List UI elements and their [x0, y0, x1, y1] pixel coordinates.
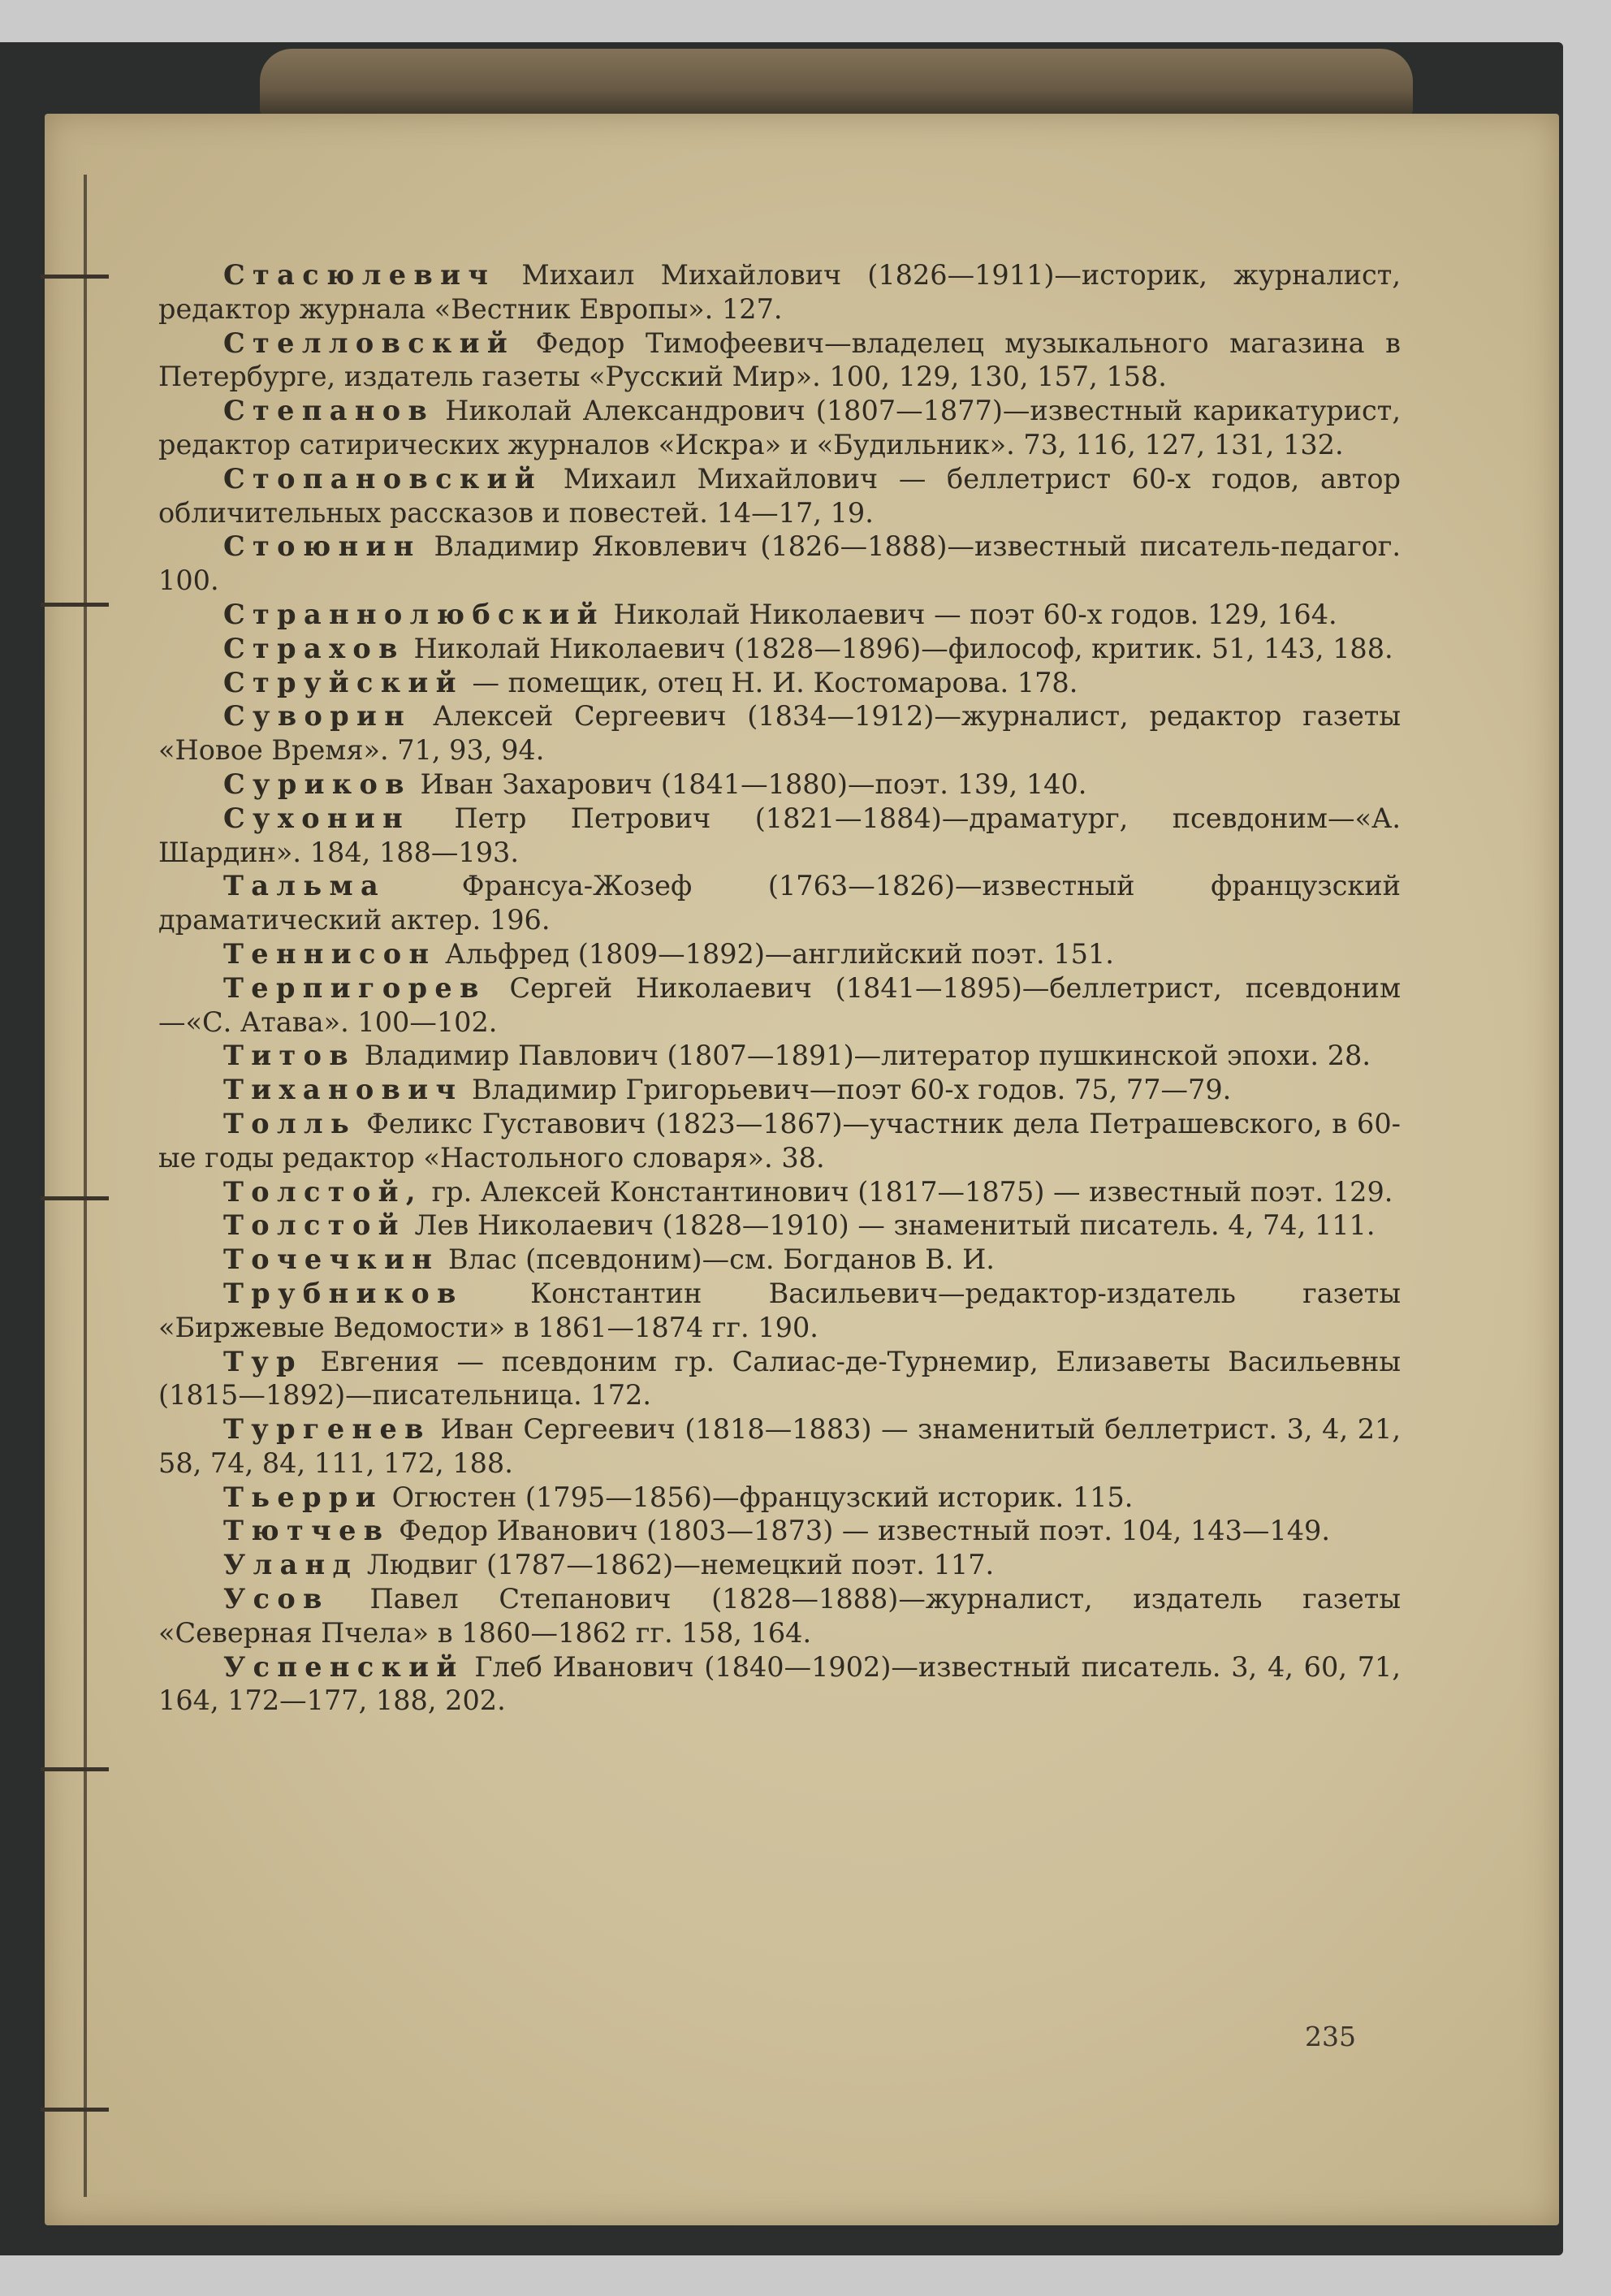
entry-description: Влас (псевдоним)—см. Богданов В. И.: [439, 1243, 995, 1276]
entry-description: Франсуа-Жозеф (1763—1826)—известный французский драматический актер. 196.: [158, 870, 1401, 936]
entry-description: Альфред (1809—1892)—английский поэт. 151.: [436, 937, 1114, 970]
entry-description: Константин Васильевич—редактор-издатель газеты «Биржевые Ведомости» в 1861—1874 гг. 190.: [158, 1277, 1401, 1343]
entry-surname: Тютчев: [223, 1515, 391, 1547]
entry-surname: Тальма: [223, 870, 387, 902]
entry-surname: Титов: [223, 1040, 356, 1072]
entry-surname: Трубников: [223, 1277, 464, 1309]
entry-surname: Точечкин: [223, 1243, 440, 1276]
index-entry: [158, 394, 1401, 462]
binding-stitch: [41, 2108, 109, 2112]
index-entry: [158, 632, 1401, 666]
entry-description: Николай Николаевич (1828—1896)—философ, критик. 51, 143, 188.: [404, 632, 1393, 664]
entry-surname: Тьерри: [223, 1481, 383, 1513]
entry-description: Владимир Яковлевич (1826—1888)—известный писатель-педагог. 100.: [158, 530, 1401, 597]
entry-surname: Толль: [223, 1107, 357, 1139]
index-entry: [158, 971, 1401, 1040]
index-entry: [158, 802, 1401, 870]
entry-description: Петр Петрович (1821—1884)—драматург, псевдоним—«А. Шардин». 184, 188—193.: [158, 802, 1401, 868]
index-entry: [158, 1107, 1401, 1175]
index-entry: [158, 767, 1401, 802]
entry-surname: Успенский: [223, 1650, 464, 1683]
index-entry: [158, 258, 1401, 326]
entry-surname: Теннисон: [223, 937, 437, 970]
index-entry: [158, 1277, 1401, 1345]
index-entry: [158, 462, 1401, 530]
index-entry: [158, 1481, 1401, 1515]
entry-description: Михаил Михайлович (1826—1911)—историк, журналист, редактор журнала «Вестник Европы». 127.: [158, 259, 1401, 325]
entry-description: Николай Николаевич — поэт 60-х годов. 129, 164.: [604, 598, 1337, 630]
entry-description: Иван Сергеевич (1818—1883) — знаменитый беллетрист. 3, 4, 21, 58, 74, 84, 111, 172, 188.: [158, 1413, 1401, 1479]
index-entries: [158, 258, 1401, 1718]
index-entry: [158, 1514, 1401, 1548]
entry-description: Евгения — псевдоним гр. Салиас-де-Турнемир, Елизаветы Васильевны (1815—1892)—писательница. 172.: [158, 1345, 1401, 1412]
entry-surname: Терпигорев: [223, 971, 486, 1004]
index-entry: [158, 699, 1401, 767]
index-entry: [158, 1073, 1401, 1107]
entry-surname: Тур: [223, 1345, 303, 1377]
entry-description: Владимир Павлович (1807—1891)—литератор пушкинской эпохи. 28.: [356, 1040, 1371, 1072]
entry-description: Иван Захарович (1841—1880)—поэт. 139, 140.: [411, 767, 1087, 800]
book-spine-top: [260, 49, 1413, 118]
entry-description: Николай Александрович (1807—1877)—известный карикатурист, редактор сатирических журналов «Искра» и «Будильник». 73, 116, 127, 131, 132.: [158, 395, 1401, 460]
index-entry: [158, 1548, 1401, 1582]
binding-stitch: [41, 275, 109, 279]
index-entry: [158, 1650, 1401, 1719]
entry-surname: Струйский: [223, 666, 464, 698]
entry-surname: Тургенев: [223, 1413, 431, 1446]
index-entry: [158, 1039, 1401, 1073]
index-entry: [158, 598, 1401, 632]
entry-description: Людвиг (1787—1862)—немецкий поэт. 117.: [358, 1549, 995, 1581]
binding-stitch-line: [84, 175, 87, 2197]
index-entry: [158, 1243, 1401, 1277]
entry-surname: Сухонин: [223, 802, 410, 834]
index-entry: [158, 1175, 1401, 1209]
binding-stitch: [41, 603, 109, 607]
page-number: 235: [1305, 2021, 1356, 2052]
entry-description: Лев Николаевич (1828—1910) — знаменитый писатель. 4, 74, 111.: [405, 1209, 1376, 1242]
entry-description: Огюстен (1795—1856)—французский историк. 115.: [382, 1481, 1134, 1513]
entry-surname: Суриков: [223, 767, 412, 800]
entry-surname: Стелловский: [223, 326, 516, 359]
entry-surname: Толстой,: [223, 1175, 423, 1208]
entry-description: Алексей Сергеевич (1834—1912)—журналист, редактор газеты «Новое Время». 71, 93, 94.: [158, 700, 1401, 767]
index-entry: [158, 666, 1401, 700]
entry-surname: Стопановский: [223, 462, 542, 495]
binding-stitch: [41, 1767, 109, 1771]
index-entry: [158, 1412, 1401, 1481]
entry-description: Феликс Густавович (1823—1867)—участник дела Петрашевского, в 60-ые годы редактор «Настольного словаря». 38.: [158, 1107, 1401, 1174]
entry-description: Павел Степанович (1828—1888)—журналист, издатель газеты «Северная Пчела» в 1860—1862 гг. 158, 164.: [158, 1583, 1401, 1649]
index-entry: [158, 1582, 1401, 1650]
entry-surname: Страхов: [223, 632, 405, 664]
entry-surname: Усов: [223, 1583, 330, 1615]
index-entry: [158, 326, 1401, 395]
entry-surname: Стасюлевич: [223, 259, 496, 291]
entry-surname: Страннолюбский: [223, 598, 605, 630]
entry-surname: Степанов: [223, 395, 435, 427]
index-entry: [158, 1209, 1401, 1243]
entry-description: Владимир Григорьевич—поэт 60-х годов. 75, 77—79.: [463, 1074, 1232, 1106]
entry-surname: Толстой: [223, 1209, 406, 1242]
index-entry: [158, 530, 1401, 598]
entry-description: Сергей Николаевич (1841—1895)—беллетрист, псевдоним—«С. Атава». 100—102.: [158, 971, 1401, 1038]
entry-description: Михаил Михайлович — беллетрист 60-х годов, автор обличительных рассказов и повестей. 14—17, 19.: [158, 462, 1401, 529]
entry-description: гр. Алексей Константинович (1817—1875) — известный поэт. 129.: [422, 1175, 1393, 1208]
entry-surname: Стоюнин: [223, 530, 421, 563]
binding-stitch: [41, 1196, 109, 1200]
entry-description: Федор Тимофеевич—владелец музыкального магазина в Петербурге, издатель газеты «Русский Мир». 100, 129, 130, 157, 158.: [158, 326, 1401, 393]
index-entry: [158, 937, 1401, 971]
index-entry: [158, 869, 1401, 937]
index-entry: [158, 1345, 1401, 1413]
entry-description: Федор Иванович (1803—1873) — известный поэт. 104, 143—149.: [390, 1515, 1330, 1547]
entry-description: Глеб Иванович (1840—1902)—известный писатель. 3, 4, 60, 71, 164, 172—177, 188, 202.: [158, 1650, 1401, 1717]
entry-surname: Уланд: [223, 1549, 359, 1581]
entry-surname: Суворин: [223, 700, 412, 733]
entry-surname: Тиханович: [223, 1074, 464, 1106]
entry-description: — помещик, отец Н. И. Костомарова. 178.: [463, 666, 1078, 698]
